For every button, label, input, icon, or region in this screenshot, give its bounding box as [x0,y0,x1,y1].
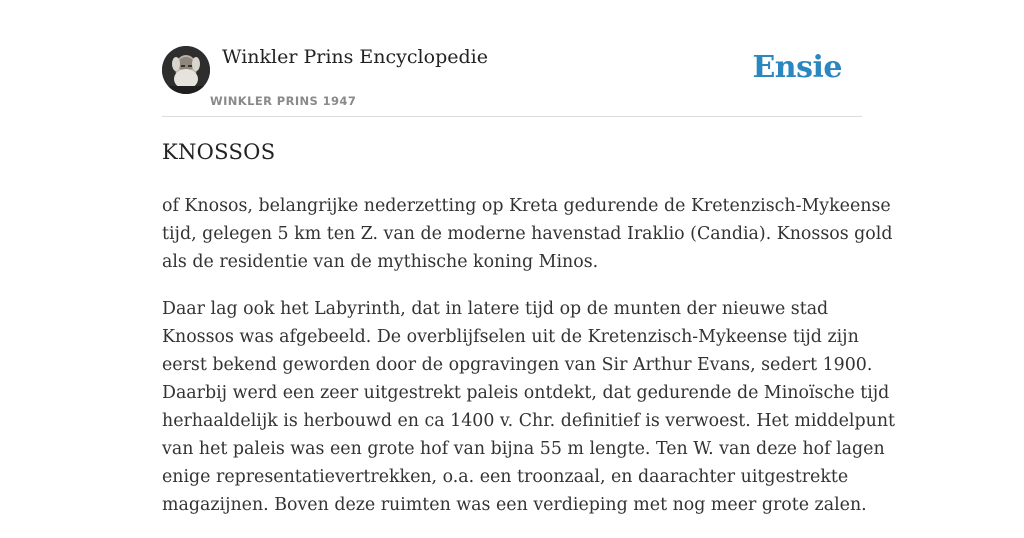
text-line: herhaaldelijk is herbouwd en ca 1400 v. Chr. definitief is verwoest. Het middelpunt [162,411,896,431]
text-line: Knossos was afgebeeld. De overblijfselen uit de Kretenzisch-Mykeense tijd zijn [162,327,859,347]
portrait-icon[interactable] [162,46,210,94]
text-line: Daar lag ook het Labyrinth, dat in latere tijd op de munten der nieuwe stad [162,299,829,319]
source-title[interactable]: Winkler Prins Encyclopedie [222,46,488,68]
text-line: Daarbij werd een zeer uitgestrekt paleis ontdekt, dat gedurende de Minoïsche tijd [162,383,890,403]
page [162,0,896,515]
text-line: als de residentie van de mythische koning Minos. [162,252,599,272]
paragraph [162,295,896,519]
text-line: enige representatievertrekken, o.a. een troonzaal, en daarachter uitgestrekte [162,467,849,487]
brand-logo[interactable]: Ensie [752,50,842,85]
text-line: tijd, gelegen 5 km ten Z. van de moderne havenstad Iraklio (Candia). Knossos gold [162,224,893,244]
entry-body [162,192,896,538]
entry-title: KNOSSOS [162,140,276,164]
text-line: magazijnen. Boven deze ruimten was een verdieping met nog meer grote zalen. [162,495,867,515]
text-line: eerst bekend geworden door de opgravingen van Sir Arthur Evans, sedert 1900. [162,355,873,375]
text-line: of Knosos, belangrijke nederzetting op Kreta gedurende de Kretenzisch-Mykeense [162,196,891,216]
text-line: van het paleis was een grote hof van bijna 55 m lengte. Ten W. van deze hof lagen [162,439,885,459]
edition-label[interactable]: WINKLER PRINS 1947 [210,94,357,108]
paragraph [162,192,893,276]
header [162,0,862,117]
